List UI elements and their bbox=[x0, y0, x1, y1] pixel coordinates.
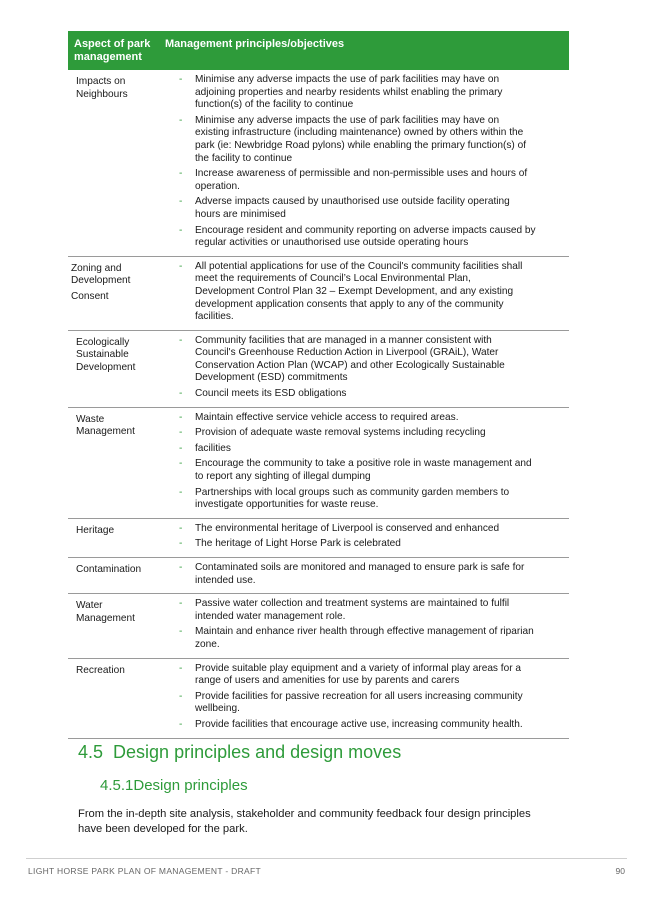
principle-line: Conservation Action Plan (WCAP) and other Ecologically Sustainable bbox=[195, 359, 505, 371]
principle-line: - The environmental heritage of Liverpool is conserved and enhanced bbox=[195, 522, 500, 534]
intro-line: have been developed for the park. bbox=[78, 822, 248, 835]
aspect-cell bbox=[68, 330, 161, 407]
table-row bbox=[68, 256, 569, 330]
principle-line: - Encourage resident and community reporting on adverse impacts caused by bbox=[195, 224, 536, 236]
aspect-cell bbox=[68, 256, 161, 330]
table-row bbox=[68, 70, 569, 256]
aspect-cell bbox=[68, 558, 161, 594]
aspect-label-line: Waste bbox=[76, 413, 105, 425]
principle-item bbox=[175, 538, 567, 551]
aspect-label-line: Consent bbox=[71, 290, 109, 302]
principle-line: - All potential applications for use of the Council's community facilities shall bbox=[195, 260, 523, 272]
principles-cell bbox=[161, 330, 569, 407]
principles-cell bbox=[161, 594, 569, 658]
principle-line: - Minimise any adverse impacts the use of park facilities may have on bbox=[195, 74, 500, 85]
principle-line: zone. bbox=[195, 638, 220, 650]
footer-divider bbox=[26, 858, 627, 859]
aspect-label-line: Sustainable bbox=[76, 349, 129, 361]
header-principles: Management principles/objectives bbox=[161, 31, 569, 70]
principle-line: intended use. bbox=[195, 574, 256, 586]
management-table bbox=[68, 31, 569, 739]
principle-line: - Increase awareness of permissible and non-permissible uses and hours of bbox=[195, 168, 528, 180]
aspect-label-line: Water bbox=[76, 600, 103, 612]
aspect-cell bbox=[68, 70, 161, 256]
intro-line: From the in-depth site analysis, stakeholder and community feedback four design principles bbox=[78, 808, 531, 820]
principle-line: wellbeing. bbox=[195, 703, 240, 715]
principle-line: - Provide facilities that encourage active use, increasing community health. bbox=[195, 718, 523, 730]
principle-line: regular activities or unauthorised use outside operating hours bbox=[195, 237, 469, 249]
principle-line: meet the requirements of Council’s Local Environmental Plan, bbox=[195, 273, 471, 285]
principle-line: - Contaminated soils are monitored and managed to ensure park is safe for bbox=[195, 562, 525, 573]
principle-item bbox=[175, 225, 567, 250]
principle-line: - Maintain effective service vehicle access to required areas. bbox=[195, 411, 459, 423]
table-row bbox=[68, 658, 569, 738]
aspect-label-line: Recreation bbox=[76, 664, 125, 676]
aspect-label-line: Ecologically bbox=[76, 336, 130, 348]
aspect-label-line: Management bbox=[76, 426, 135, 438]
aspect-label-line: Development bbox=[71, 275, 131, 287]
table-row bbox=[68, 518, 569, 557]
principle-item bbox=[175, 598, 567, 623]
principle-line: - Maintain and enhance river health through effective management of riparian bbox=[195, 626, 534, 638]
section-heading bbox=[78, 742, 401, 763]
principle-item bbox=[175, 335, 567, 385]
aspect-label-line: Contamination bbox=[76, 564, 142, 575]
aspect-cell bbox=[68, 594, 161, 658]
subsection-heading: 4.5.1Design principles bbox=[100, 777, 248, 794]
principle-item bbox=[175, 261, 567, 324]
intro-paragraph bbox=[78, 807, 531, 836]
principle-item bbox=[175, 388, 567, 401]
header-aspect-line: Aspect of park bbox=[74, 38, 151, 50]
principle-line: - Adverse impacts caused by unauthorised use outside facility operating bbox=[195, 196, 510, 208]
principle-item bbox=[175, 691, 567, 716]
principle-line: - Passive water collection and treatment systems are maintained to fulfil bbox=[195, 598, 510, 610]
header-aspect-line: management bbox=[74, 51, 142, 63]
principle-item bbox=[175, 443, 567, 456]
principle-line: - Community facilities that are managed in a manner consistent with bbox=[195, 334, 492, 346]
aspect-label-line: Development bbox=[76, 361, 136, 373]
principles-cell bbox=[161, 407, 569, 518]
principles-list bbox=[175, 663, 567, 732]
table-row bbox=[68, 558, 569, 594]
section-title: Design principles and design moves bbox=[113, 742, 402, 762]
aspect-cell bbox=[68, 658, 161, 738]
page-number: 90 bbox=[615, 866, 625, 876]
principles-list bbox=[175, 562, 567, 587]
principle-line: - Minimise any adverse impacts the use of park facilities may have on bbox=[195, 114, 500, 126]
principle-line: intended water management role. bbox=[195, 610, 346, 622]
principle-line: - Provision of adequate waste removal systems including recycling bbox=[195, 427, 486, 439]
footer-title: LIGHT HORSE PARK PLAN OF MANAGEMENT - DRAFT bbox=[28, 866, 261, 876]
aspect-label-line: Neighbours bbox=[76, 88, 128, 100]
principle-line: investigate opportunities for waste reuse. bbox=[195, 499, 379, 511]
principles-list bbox=[175, 598, 567, 651]
principle-item bbox=[175, 74, 567, 112]
aspect-label-line: Zoning and bbox=[71, 262, 122, 274]
principle-item bbox=[175, 412, 567, 425]
principles-cell bbox=[161, 256, 569, 330]
principle-item bbox=[175, 719, 567, 732]
principle-item bbox=[175, 626, 567, 651]
principle-line: - facilities bbox=[195, 442, 231, 454]
aspect-cell bbox=[68, 407, 161, 518]
table-row bbox=[68, 594, 569, 658]
principle-line: - Provide suitable play equipment and a variety of informal play areas for a bbox=[195, 662, 521, 674]
table-row bbox=[68, 330, 569, 407]
principle-line: the facility to continue bbox=[195, 152, 293, 164]
principles-list bbox=[175, 412, 567, 512]
principle-line: to report any sighting of illegal dumping bbox=[195, 471, 371, 483]
principle-line: hours are minimised bbox=[195, 208, 286, 220]
principle-item bbox=[175, 196, 567, 221]
principle-line: range of users and amenities for use by parents and carers bbox=[195, 675, 460, 687]
principle-line: - Provide facilities for passive recreation for all users increasing community bbox=[195, 690, 523, 702]
principles-cell bbox=[161, 558, 569, 594]
principle-item bbox=[175, 663, 567, 688]
principle-item bbox=[175, 562, 567, 587]
aspect-cell bbox=[68, 518, 161, 557]
section-number: 4.5 bbox=[78, 742, 104, 762]
principle-line: existing infrastructure (including maintenance) owned by others within the bbox=[195, 127, 524, 139]
principle-line: Development Control Plan 32 – Exempt Development, and any existing bbox=[195, 285, 514, 297]
principle-item bbox=[175, 523, 567, 536]
principles-cell bbox=[161, 518, 569, 557]
principles-cell bbox=[161, 70, 569, 256]
aspect-label-line: Impacts on bbox=[76, 76, 126, 87]
principle-item bbox=[175, 115, 567, 165]
aspect-label-line: Heritage bbox=[76, 524, 115, 536]
principle-line: operation. bbox=[195, 180, 240, 192]
principle-line: development application consents that apply to any of the community bbox=[195, 298, 504, 310]
header-aspect bbox=[68, 31, 161, 70]
principle-item bbox=[175, 427, 567, 440]
principles-cell bbox=[161, 658, 569, 738]
principle-line: park (ie: Newbridge Road pylons) while enabling the primary function(s) of bbox=[195, 139, 527, 151]
principle-line: adjoining properties and nearby residents whilst enabling the primary bbox=[195, 86, 503, 98]
principles-list bbox=[175, 74, 567, 250]
principles-list bbox=[175, 523, 567, 551]
principle-line: Development (ESD) commitments bbox=[195, 372, 348, 384]
principle-line: Council's Greenhouse Reduction Action in Liverpool (GRAiL), Water bbox=[195, 347, 499, 359]
table-row bbox=[68, 407, 569, 518]
principles-list bbox=[175, 335, 567, 401]
principle-item bbox=[175, 487, 567, 512]
principle-line: - The heritage of Light Horse Park is celebrated bbox=[195, 538, 401, 550]
principle-line: function(s) of the facility to continue bbox=[195, 99, 354, 111]
principle-line: - Encourage the community to take a positive role in waste management and bbox=[195, 458, 532, 470]
principle-item bbox=[175, 168, 567, 193]
principle-item bbox=[175, 458, 567, 483]
principle-line: - Partnerships with local groups such as community garden members to bbox=[195, 486, 510, 498]
aspect-label-line: Management bbox=[76, 612, 135, 624]
principle-line: - Council meets its ESD obligations bbox=[195, 388, 347, 400]
principles-list bbox=[175, 261, 567, 324]
principle-line: facilities. bbox=[195, 311, 234, 323]
table-header-row bbox=[68, 31, 569, 70]
